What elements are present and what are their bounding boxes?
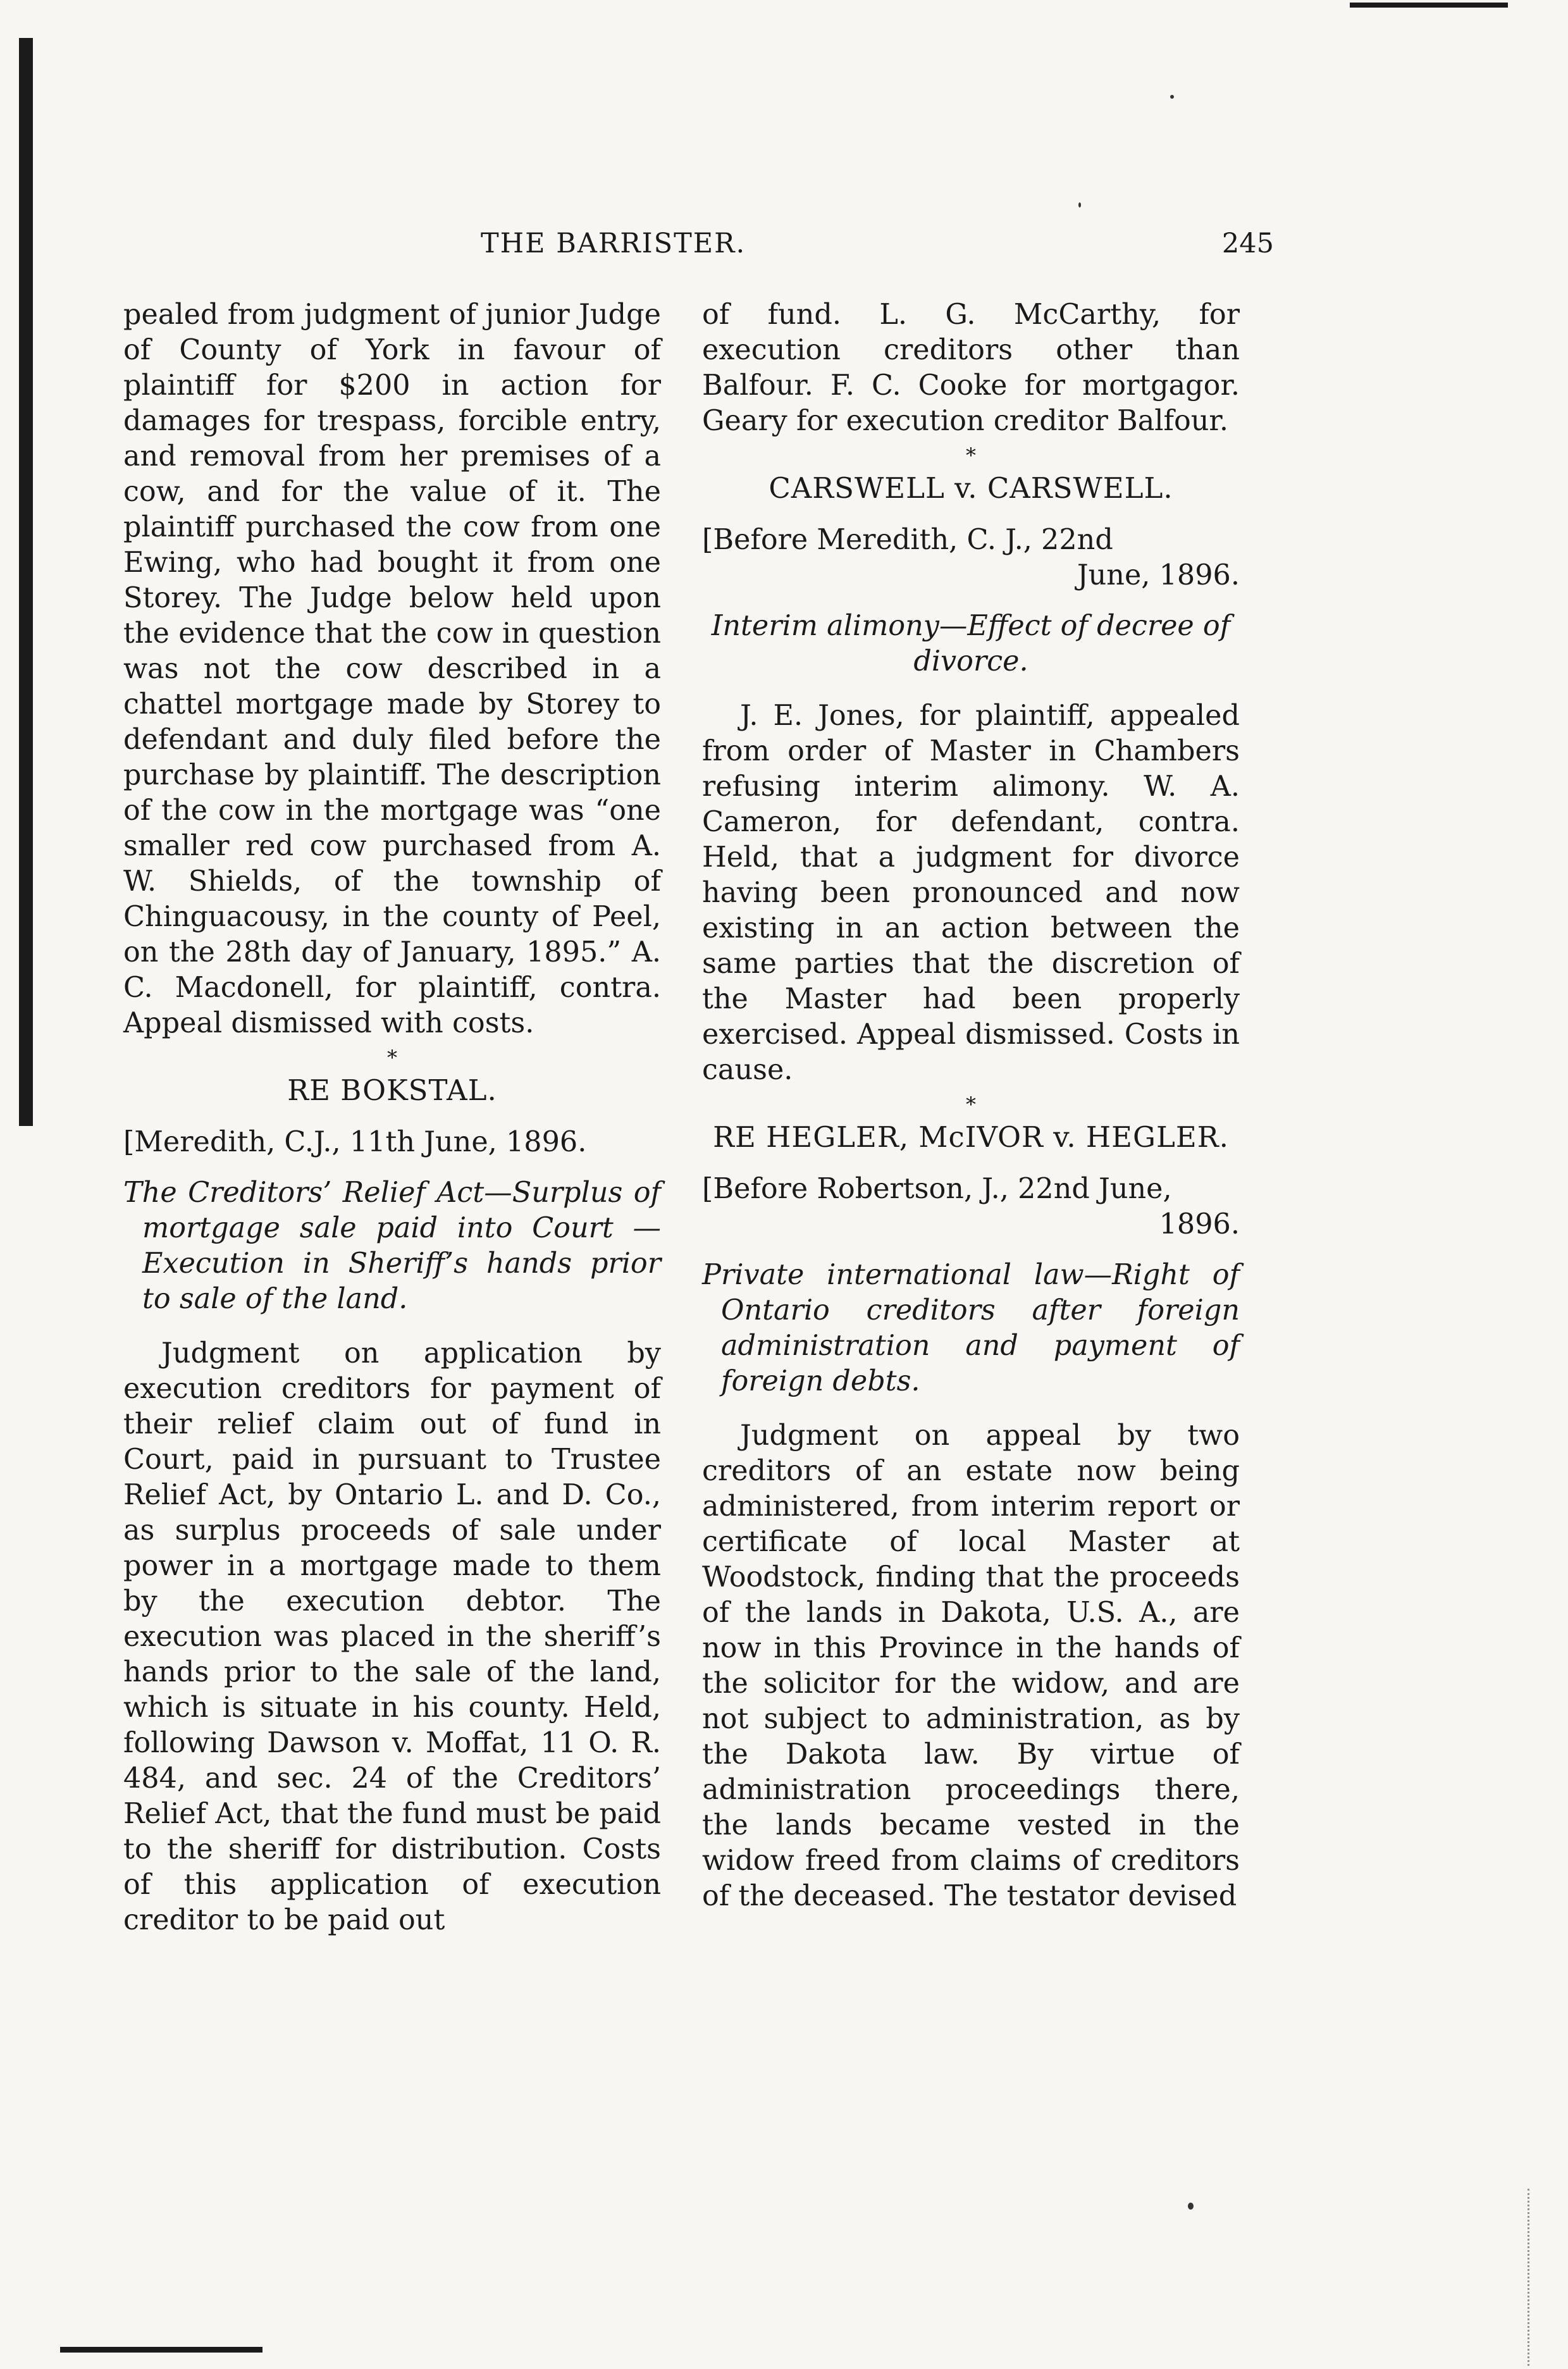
case-title: CARSWELL v. CARSWELL. xyxy=(769,471,1173,505)
court-line-1: [Before Robertson, J., 22nd June, xyxy=(702,1173,1172,1205)
scan-edge-dots xyxy=(1528,2189,1555,2366)
court-line: [Meredith, C.J., 11th June, 1896. xyxy=(123,1126,587,1158)
case-headnote: Private international law—Right of Ontario creditors after foreign administration and payment of foreign debts. xyxy=(702,1259,1240,1397)
court-line-2: 1896. xyxy=(1159,1208,1240,1240)
court-line xyxy=(702,1172,1240,1242)
court-line-1: [Before Meredith, C. J., 22nd xyxy=(702,524,1113,556)
right-column xyxy=(702,297,1240,1914)
court-line xyxy=(702,523,1240,593)
case-body: Judgment on appeal by two creditors of an estate now being administered, from interim report or certificate of local Master at Woodstock, finding that the proceeds of the lands in Dakota, U.S. A., are now in this Province in the hands of the solicitor for the widow, and are not subject to administration, as by the Dakota law. By virtue of administration proceedings there, the lands became vested in the widow freed from claims of creditors of the deceased. The testator devised xyxy=(702,1420,1240,1912)
court-line-2: June, 1896. xyxy=(1077,559,1240,591)
continued-paragraph: of fund. L. G. McCarthy, for execution creditors other than Balfour. F. C. Cooke for mortgagor. Geary for execution creditor Balfour. xyxy=(702,299,1240,437)
left-column xyxy=(123,297,661,1938)
section-separator-star: * xyxy=(966,1092,976,1116)
section-separator-star: * xyxy=(387,1046,397,1070)
scan-top-rule xyxy=(1350,3,1508,8)
continued-paragraph: pealed from judgment of junior Judge of County of York in favour of plaintiff for $200 in action for damages for trespass, forcible entry, and removal from her premises of a cow, and for the value of it. The plaintiff purchased the cow from one Ewing, who had bought it from one Storey. The Judge below held upon the evidence that the cow in question was not the cow described in a chattel mortgage made by Storey to defendant and duly filed before the purchase by plaintiff. The description of the cow in the mortgage was “one smaller red cow purchased from A. W. Shields, of the township of Chinguacousy, in the county of Peel, on the 28th day of January, 1895.” A. C. Macdonell, for plaintiff, contra. Appeal dismissed with costs. xyxy=(123,299,661,1039)
case-body: J. E. Jones, for plaintiff, appealed from order of Master in Chambers refusing interim alimony. W. A. Cameron, for defendant, contra. Held, that a judgment for divorce having been pronounced and now existing in an action between the same parties that the discretion of the Master had been properly exercised. Appeal dismissed. Costs in cause. xyxy=(702,700,1240,1086)
page-header xyxy=(0,228,1568,272)
case-title: RE BOKSTAL. xyxy=(287,1073,497,1107)
scan-bottom-rule xyxy=(60,2347,262,2353)
scan-speck xyxy=(1078,202,1081,207)
case-headnote: Interim alimony—Effect of decree of divorce. xyxy=(711,610,1231,677)
case-body: Judgment on application by execution creditors for payment of their relief claim out of fund in Court, paid in pursuant to Trustee Relief Act, by Ontario L. and D. Co., as surplus proceeds of sale under power in a mortgage made to them by the execution debtor. The execution was placed in the sheriff’s hands prior to the sale of the land, which is situate in his county. Held, following Dawson v. Moffat, 11 O. R. 484, and sec. 24 of the Creditors’ Relief Act, that the fund must be paid to the sheriff for distribution. Costs of this application of execution creditor to be paid out xyxy=(123,1337,661,1936)
section-separator-star: * xyxy=(966,443,976,467)
case-title: RE HEGLER, McIVOR v. HEGLER. xyxy=(713,1120,1229,1154)
running-title: THE BARRISTER. xyxy=(481,228,746,259)
scan-speck xyxy=(1188,2203,1194,2210)
case-headnote: The Creditors’ Relief Act—Surplus of mortgage sale paid into Court — Execution in Sheriff’s hands prior to sale of the land. xyxy=(123,1177,661,1315)
scan-edge-bar xyxy=(19,38,33,1126)
page-number: 245 xyxy=(1221,228,1274,259)
scan-speck xyxy=(1170,95,1174,99)
